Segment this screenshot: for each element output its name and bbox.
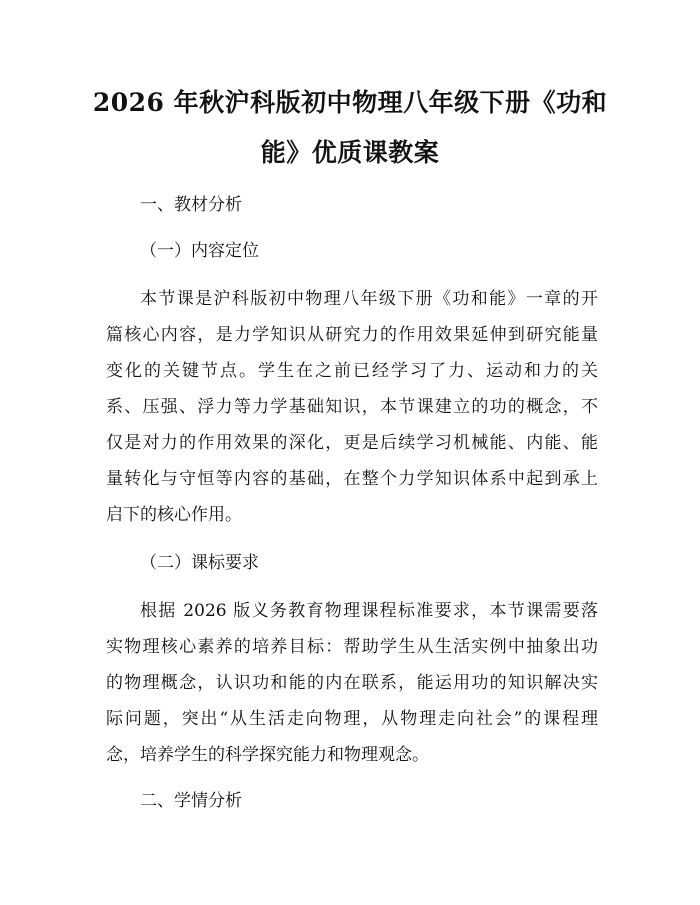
- paragraph-line: 本节课是沪科版初中物理八年级下册《功和能》一章的开: [140, 289, 598, 309]
- document-title-line-2: 能》优质课教案: [260, 138, 440, 167]
- section-heading-student-analysis: 二、学情分析: [140, 791, 242, 811]
- document-title-line-1: 2026 年秋沪科版初中物理八年级下册《功和: [92, 88, 608, 117]
- paragraph-line: 念，培养学生的科学探究能力和物理观念。: [106, 745, 429, 765]
- paragraph-line: 实物理核心素养的培养目标：帮助学生从生活实例中抽象出功: [106, 637, 598, 657]
- subsection-heading-content-positioning: （一）内容定位: [140, 241, 259, 261]
- paragraph-line: 变化的关键节点。学生在之前已经学习了力、运动和力的关: [106, 361, 598, 381]
- section-heading-textbook-analysis: 一、教材分析: [140, 195, 242, 215]
- paragraph-line: 际问题，突出“从生活走向物理，从物理走向社会”的课程理: [106, 709, 598, 729]
- paragraph-line: 仅是对力的作用效果的深化，更是后续学习机械能、内能、能: [106, 433, 598, 453]
- paragraph-line: 启下的核心作用。: [106, 505, 242, 525]
- paragraph-line: 量转化与守恒等内容的基础，在整个力学知识体系中起到承上: [106, 469, 598, 489]
- paragraph-line: 篇核心内容，是力学知识从研究力的作用效果延伸到研究能量: [106, 325, 598, 345]
- paragraph-line: 根据 2026 版义务教育物理课程标准要求，本节课需要落: [140, 601, 598, 621]
- subsection-heading-curriculum-requirements: （二）课标要求: [140, 553, 259, 573]
- paragraph-line: 系、压强、浮力等力学基础知识，本节课建立的功的概念，不: [106, 397, 598, 417]
- paragraph-line: 的物理概念，认识功和能的内在联系，能运用功的知识解决实: [106, 673, 598, 693]
